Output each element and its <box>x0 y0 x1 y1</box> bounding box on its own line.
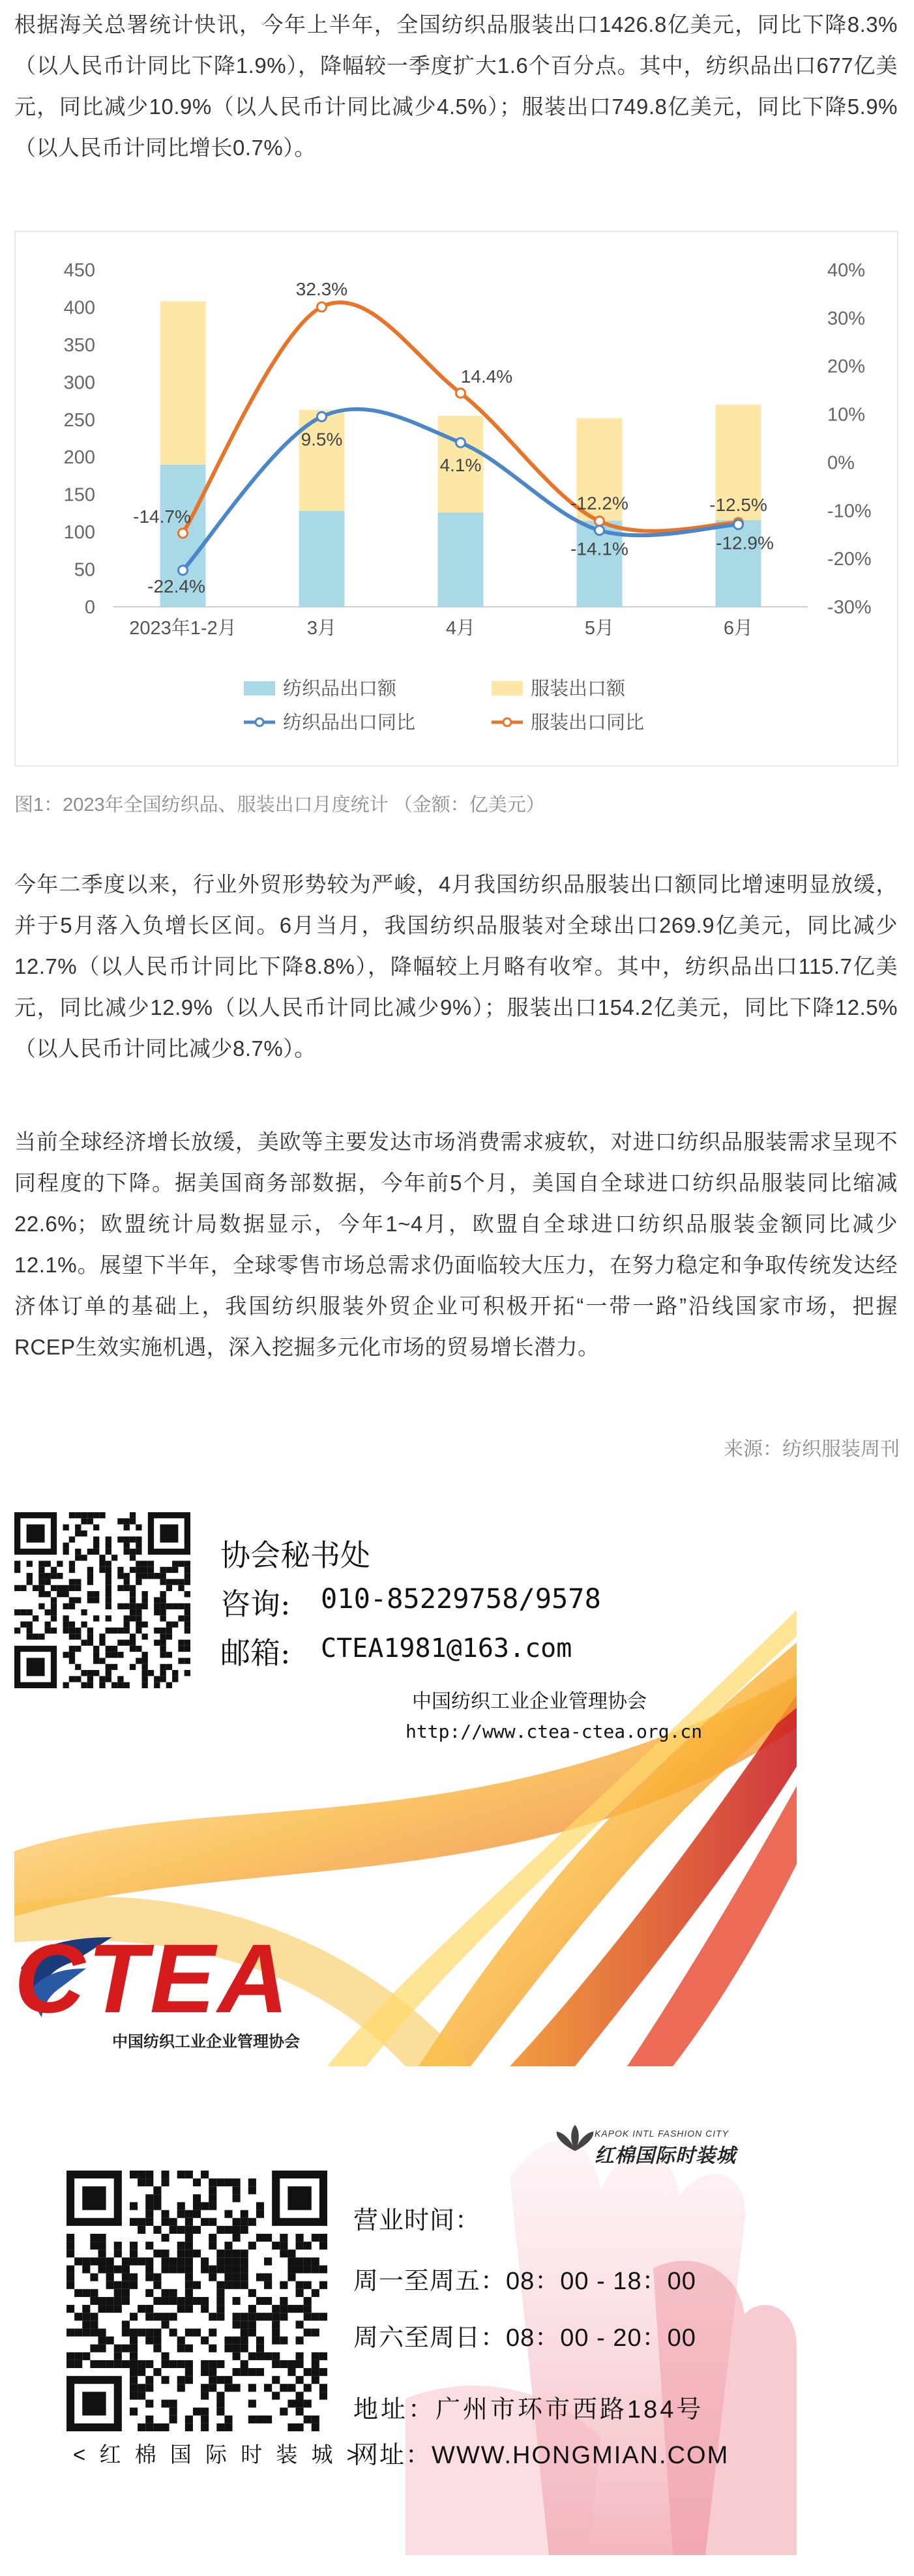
legend-label: 服装出口额 <box>531 679 626 699</box>
association-name: 中国纺织工业企业管理协会 <box>412 1690 647 1713</box>
y-right-tick-label: -20% <box>827 549 872 570</box>
x-tick-label: 4月 <box>445 618 476 639</box>
apparel-yoy-point <box>317 302 327 312</box>
y-left-tick-label: 350 <box>63 334 95 356</box>
intro-paragraph: 根据海关总署统计快讯，今年上半年，全国纺织品服装出口1426.8亿美元，同比下降8.3%（以人民币计同比下降1.9%），降幅较一季度扩大1.6个百分点。其中，纺织品出口677亿美元，同比减少10.9%（以人民币计同比减少4.5%）；服装出口749.8亿美元，同比下降5.9%（以人民币计同比增长0.7%）。 <box>14 12 898 160</box>
ctea-qr-code <box>14 1512 190 1688</box>
legend-marker <box>256 718 263 726</box>
hongmian-qr-code <box>66 2171 327 2431</box>
phone-number: 010-85229758/9578 <box>321 1583 601 1615</box>
legend-label: 服装出口同比 <box>531 712 645 733</box>
textile-bar <box>438 512 484 607</box>
ctea-banner <box>14 1512 797 2066</box>
textile-yoy-point <box>734 520 743 529</box>
textile-yoy-data-label: -14.1% <box>570 538 628 559</box>
brand-name: 红棉国际时装城 <box>595 2145 736 2167</box>
textile-yoy-point <box>456 438 465 447</box>
second-quarter-paragraph: 今年二季度以来，行业外贸形势较为严峻，4月我国纺织品服装出口额同比增速明显放缓，并于5月落入负增长区间。6月当月，我国纺织品服装对全球出口269.9亿美元，同比减少12.7%（以人民币计同比下降8.8%），降幅较上月略有收窄。其中，纺织品出口115.7亿美元，同比减少12.9%（以人民币计同比减少9%）；服装出口154.2亿美元，同比下降12.5%（以人民币计同比减少8.7%）。 <box>14 872 898 1061</box>
apparel-yoy-data-label: -14.7% <box>133 506 191 527</box>
association-url: http://www.ctea-ctea.org.cn <box>405 1721 703 1742</box>
address: 地址：广州市环市西路184号 <box>353 2396 704 2423</box>
y-right-tick-label: -30% <box>827 597 872 618</box>
y-left-tick-label: 400 <box>63 297 95 319</box>
y-left-tick-label: 300 <box>63 372 95 394</box>
legend-swatch <box>492 681 523 695</box>
weekday-hours: 周一至周五：08：00 - 18：00 <box>353 2268 696 2295</box>
apparel-yoy-point <box>456 388 465 398</box>
email-address: CTEA1981@163.com <box>321 1633 572 1663</box>
textile-yoy-data-label: 4.1% <box>439 455 482 476</box>
qr-caption: < 红 棉 国 际 时 装 城 > <box>73 2442 363 2466</box>
textile-yoy-point <box>179 566 188 575</box>
y-left-tick-label: 0 <box>84 597 95 618</box>
y-right-tick-label: 20% <box>827 356 866 377</box>
y-left-tick-label: 450 <box>63 260 95 281</box>
apparel-yoy-data-label: 14.4% <box>460 366 513 387</box>
source-note: 来源：纺织服装周刊 <box>724 1439 900 1460</box>
apparel-yoy-data-label: -12.2% <box>570 493 628 514</box>
outlook-paragraph: 当前全球经济增长放缓，美欧等主要发达市场消费需求疲软，对进口纺织品服装需求呈现不同程度的下降。据美国商务部数据，今年前5个月，美国自全球进口纺织品服装同比缩减22.6%；欧盟统计局数据显示，今年1~4月，欧盟自全球进口纺织品服装金额同比减少12.1%。展望下半年，全球零售市场总需求仍面临较大压力，在努力稳定和争取传统发达经济体订单的基础上，我国纺织服装外贸企业可积极开拓“一带一路”沿线国家市场，把握RCEP生效实施机遇，深入挖掘多元化市场的贸易增长潜力。 <box>14 1130 898 1359</box>
chart-caption: 图1：2023年全国纺织品、服装出口月度统计 （金额：亿美元） <box>14 795 545 815</box>
ctea-logo-subtitle: 中国纺织工业企业管理协会 <box>112 2033 300 2051</box>
x-tick-label: 2023年1-2月 <box>129 618 237 639</box>
email-label: 邮箱: <box>220 1635 291 1671</box>
textile-bar <box>299 511 345 607</box>
brand-english: KAPOK INTL FASHION CITY <box>595 2128 730 2139</box>
legend-label: 纺织品出口额 <box>283 679 397 699</box>
textile-yoy-point <box>317 412 327 421</box>
apparel-yoy-data-label: 32.3% <box>295 278 348 299</box>
textile-yoy-data-label: 9.5% <box>301 429 343 450</box>
y-right-tick-label: 10% <box>827 404 866 426</box>
y-left-tick-label: 200 <box>63 447 95 469</box>
y-right-tick-label: 40% <box>827 260 866 281</box>
textile-yoy-point <box>595 526 604 535</box>
textile-yoy-data-label: -12.9% <box>716 533 774 553</box>
y-left-tick-label: 50 <box>74 559 95 581</box>
apparel-yoy-data-label: -12.5% <box>709 494 767 515</box>
apparel-bar <box>160 301 206 464</box>
y-left-tick-label: 250 <box>63 409 95 431</box>
legend-marker <box>503 718 511 726</box>
business-hours-label: 营业时间： <box>353 2207 481 2234</box>
ctea-logo: CTEA <box>14 1924 291 2033</box>
phone-label: 咨询: <box>220 1587 291 1622</box>
textile-yoy-data-label: -22.4% <box>147 576 205 596</box>
legend-label: 纺织品出口同比 <box>283 712 416 733</box>
y-left-tick-label: 100 <box>63 522 95 544</box>
y-left-tick-label: 150 <box>63 484 95 506</box>
hongmian-banner <box>14 2099 797 2555</box>
x-tick-label: 3月 <box>306 618 337 639</box>
secretariat-title: 协会秘书处 <box>220 1538 370 1573</box>
website: 网址：WWW.HONGMIAN.COM <box>353 2442 730 2469</box>
export-chart <box>14 231 898 767</box>
apparel-yoy-point <box>179 529 188 538</box>
y-right-tick-label: -10% <box>827 501 872 522</box>
y-right-tick-label: 30% <box>827 308 866 329</box>
legend-swatch <box>244 681 275 695</box>
export-chart-svg <box>16 232 897 765</box>
weekend-hours: 周六至周日：08：00 - 20：00 <box>353 2324 696 2352</box>
x-tick-label: 6月 <box>723 618 754 639</box>
x-tick-label: 5月 <box>584 618 615 639</box>
apparel-yoy-point <box>595 517 604 526</box>
y-right-tick-label: 0% <box>827 452 855 474</box>
